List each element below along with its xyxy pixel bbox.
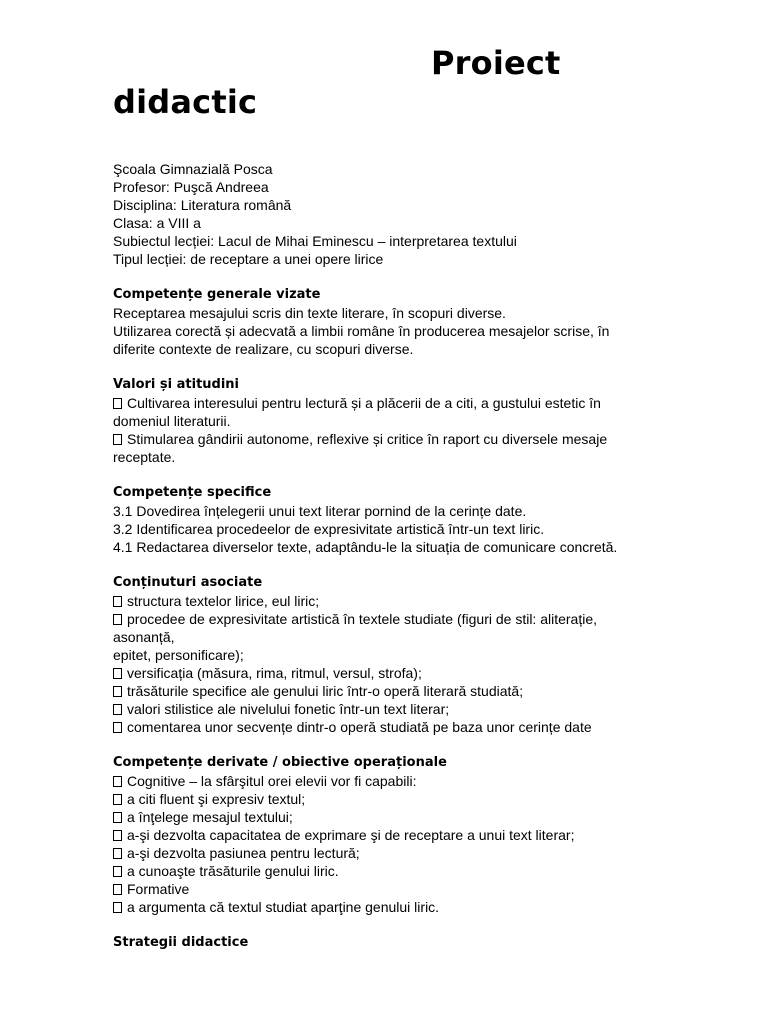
bullet-box-icon <box>113 596 122 607</box>
bullet-box-icon <box>113 902 122 913</box>
contents-item <box>113 718 653 736</box>
bullet-box-icon <box>113 794 122 805</box>
specific-competence-item: 3.1 Dovedirea înțelegerii unui text literar pornind de la cerințe date. <box>113 503 527 519</box>
bullet-box-icon <box>113 830 122 841</box>
objectives-item <box>113 808 653 826</box>
lesson-type-line: Tipul lecției: de receptare a unei opere lirice <box>113 251 384 267</box>
contents-item-text: structura textelor lirice, eul liric; <box>127 593 320 609</box>
section-heading-contents: Conținuturi asociate <box>113 575 263 590</box>
contents-item-text: trăsăturile specifice ale genului liric într-o operă literară studiată; <box>127 683 524 699</box>
objectives-item-text: a-şi dezvolta pasiunea pentru lectură; <box>127 845 360 861</box>
values-item <box>113 430 653 466</box>
bullet-box-icon <box>113 848 122 859</box>
spacer <box>113 358 653 376</box>
bullet-box-icon <box>113 776 122 787</box>
spacer <box>113 736 653 754</box>
section-heading-general-competences: Competențe generale vizate <box>113 287 321 302</box>
general-competence-item: Receptarea mesajului scris din texte literare, în scopuri diverse. <box>113 305 506 321</box>
title-line-2: didactic <box>113 83 258 121</box>
lesson-subject-line: Subiectul lecției: Lacul de Mihai Eminescu – interpretarea textului <box>113 233 517 249</box>
objectives-item <box>113 880 653 898</box>
contents-item-text: comentarea unor secvențe dintr-o operă studiată pe baza unor cerințe date <box>127 719 592 735</box>
spacer <box>113 556 653 574</box>
spacer <box>113 466 653 484</box>
page-title <box>113 44 673 122</box>
teacher-line: Profesor: Puşcă Andreea <box>113 179 269 195</box>
school-line: Şcoala Gimnazială Posca <box>113 161 273 177</box>
objectives-item <box>113 862 653 880</box>
bullet-box-icon <box>113 704 122 715</box>
bullet-box-icon <box>113 686 122 697</box>
bullet-box-icon <box>113 398 122 409</box>
objectives-item <box>113 826 653 844</box>
bullet-box-icon <box>113 668 122 679</box>
contents-item <box>113 592 653 610</box>
specific-competence-item: 3.2 Identificarea procedeelor de expresivitate artistică într-un text liric. <box>113 521 545 537</box>
bullet-box-icon <box>113 722 122 733</box>
document-body <box>113 160 653 952</box>
contents-item-text: procedee de expresivitate artistică în textele studiate (figuri de stil: aliterație, asonanță, <box>113 611 598 645</box>
values-item-text: Stimularea gândirii autonome, reflexive și critice în raport cu diversele mesaje receptate. <box>113 431 608 465</box>
contents-item-text: valori stilistice ale nivelului fonetic într-un text literar; <box>127 701 450 717</box>
objectives-item-text: a înţelege mesajul textului; <box>127 809 293 825</box>
bullet-box-icon <box>113 614 122 625</box>
section-heading-values: Valori și atitudini <box>113 377 240 392</box>
specific-competence-item: 4.1 Redactarea diverselor texte, adaptându-le la situația de comunicare concretă. <box>113 539 618 555</box>
values-item-text: Cultivarea interesului pentru lectură și a plăcerii de a citi, a gustului estetic în domeniul literaturii. <box>113 395 601 429</box>
bullet-box-icon <box>113 866 122 877</box>
objectives-item-text: a cunoaşte trăsăturile genului liric. <box>127 863 339 879</box>
contents-item <box>113 700 653 718</box>
spacer <box>113 268 653 286</box>
section-heading-specific-competences: Competențe specifice <box>113 485 272 500</box>
section-heading-objectives: Competențe derivate / obiective operaționale <box>113 755 447 770</box>
class-line: Clasa: a VIII a <box>113 215 201 231</box>
contents-item-continuation: epitet, personificare); <box>113 647 244 663</box>
contents-item-text: versificația (măsura, rima, ritmul, versul, strofa); <box>127 665 422 681</box>
values-item <box>113 394 653 430</box>
spacer <box>113 916 653 934</box>
discipline-line: Disciplina: Literatura română <box>113 197 292 213</box>
objectives-item-text: Formative <box>127 881 190 897</box>
title-line-1: Proiect <box>431 44 561 82</box>
objectives-item-text: a citi fluent şi expresiv textul; <box>127 791 306 807</box>
section-heading-strategies: Strategii didactice <box>113 935 249 950</box>
objectives-item <box>113 790 653 808</box>
bullet-box-icon <box>113 884 122 895</box>
objectives-item <box>113 844 653 862</box>
objectives-item <box>113 772 653 790</box>
contents-item <box>113 664 653 682</box>
objectives-item <box>113 898 653 916</box>
contents-item <box>113 610 653 646</box>
bullet-box-icon <box>113 812 122 823</box>
objectives-item-text: Cognitive – la sfârşitul orei elevii vor fi capabili: <box>127 773 417 789</box>
general-competence-item: Utilizarea corectă și adecvată a limbii române în producerea mesajelor scrise, în diferite contexte de realizare, cu scopuri diverse. <box>113 323 610 357</box>
objectives-item-text: a argumenta că textul studiat aparţine genului liric. <box>127 899 440 915</box>
objectives-item-text: a-şi dezvolta capacitatea de exprimare şi de receptare a unui text literar; <box>127 827 575 843</box>
bullet-box-icon <box>113 434 122 445</box>
contents-item <box>113 682 653 700</box>
